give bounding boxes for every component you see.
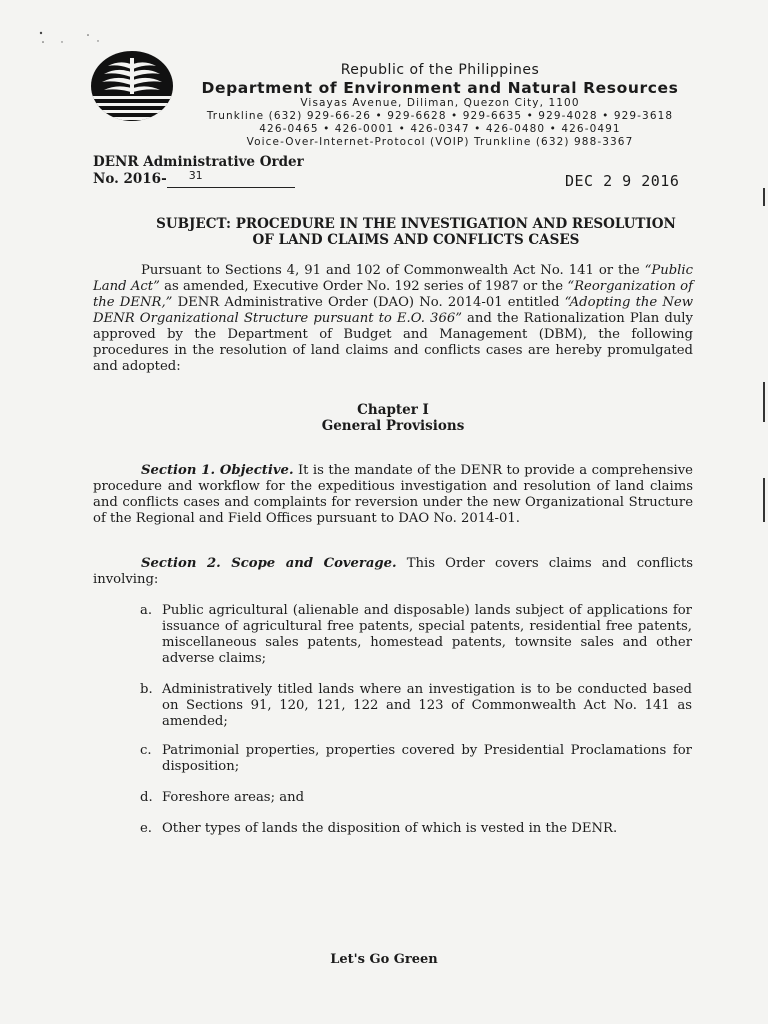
list-item-marker: e. (140, 821, 152, 836)
section-1-body: It is the mandate of the DENR to provide a comprehensive procedure and workflow for the expeditious investigation and resolution of land claims and conflicts cases and complaints for reversion under the new Organizational Structure of the Regional and Field Offices pursuant to DAO No. 2014-01. (93, 463, 693, 526)
list-item (140, 682, 692, 730)
voip-line: Voice-Over-Internet-Protocol (VOIP) Trunkline (632) 988-3367 (246, 136, 634, 148)
list-item-marker: d. (140, 790, 153, 805)
scan-edge-mark (763, 478, 765, 522)
public-land-act-ref: “Public Land Act” (93, 263, 693, 294)
section-1-heading: Section 1. Objective. (141, 463, 294, 478)
section-1 (93, 463, 693, 527)
date-stamp: DEC 2 9 2016 (565, 172, 680, 190)
department-name: Department of Environment and Natural Resources (201, 79, 679, 97)
order-number-prefix: No. 2016- (93, 171, 167, 187)
list-item-marker: c. (140, 743, 152, 758)
list-item (140, 821, 692, 837)
chapter-heading (93, 402, 693, 434)
subject-line-1: SUBJECT: PROCEDURE IN THE INVESTIGATION AND RESOLUTION (156, 216, 676, 232)
order-number-field (167, 169, 295, 188)
list-item-text: Public agricultural (alienable and disposable) lands subject of applications for issuance of agricultural free patents, special patents, residential free patents, miscellaneous sales patents, homestead patents, townsite sales and other adverse claims; (162, 603, 692, 666)
footer-slogan: Let's Go Green (330, 952, 438, 967)
section-2 (93, 556, 693, 588)
list-item-marker: b. (140, 682, 153, 697)
preamble-text: DENR Administrative Order (DAO) No. 2014-01 entitled (172, 295, 565, 310)
preamble-text: as amended, Executive Order No. 192 series of 1987 or the (159, 279, 568, 294)
preamble-text: and the Rationalization Plan duly approved by the Department of Budget and Management (DBM), the following procedures in the resolution of land claims and conflicts cases are hereby promulgated and adopted: (93, 311, 693, 374)
scan-edge-mark (763, 188, 765, 206)
list-item (140, 743, 692, 775)
list-item-text: Foreshore areas; and (162, 790, 305, 805)
order-title: DENR Administrative Order (93, 154, 304, 170)
address-line: Visayas Avenue, Diliman, Quezon City, 1100 (300, 97, 580, 109)
chapter-title: General Provisions (321, 418, 465, 434)
chapter-number: Chapter I (357, 402, 429, 418)
list-item (140, 603, 692, 667)
order-label-block (93, 154, 304, 188)
preamble-text: Pursuant to Sections 4, 91 and 102 of Commonwealth Act No. 141 or the (141, 263, 645, 278)
section-2-body: This Order covers claims and conflicts involving: (93, 556, 693, 587)
scan-edge-mark (763, 382, 765, 422)
list-item-text: Patrimonial properties, properties covered by Presidential Proclamations for disposition; (162, 743, 692, 774)
list-item-text: Administratively titled lands where an investigation is to be conducted based on Sections 91, 120, 121, 122 and 123 of Commonwealth Act No. 141 as amended; (162, 682, 692, 729)
republic-line: Republic of the Philippines (340, 62, 540, 78)
list-item (140, 790, 692, 806)
agency-header (180, 62, 700, 149)
preamble-paragraph (93, 263, 693, 375)
subject-heading (140, 216, 692, 248)
list-item-text: Other types of lands the disposition of which is vested in the DENR. (162, 821, 618, 836)
order-number-value: 31 (188, 169, 203, 182)
subject-line-2: OF LAND CLAIMS AND CONFLICTS CASES (252, 232, 580, 248)
dao-title-ref: “Adopting the New DENR Organizational Structure pursuant to E.O. 366” (93, 295, 693, 326)
section-2-heading: Section 2. Scope and Coverage. (141, 556, 397, 571)
denr-seal-icon (90, 50, 174, 122)
order-number (93, 171, 304, 188)
trunkline-line-2: 426-0465 • 426-0001 • 426-0347 • 426-0480 • 426-0491 (259, 123, 621, 135)
trunkline-line-1: Trunkline (632) 929-66-26 • 929-6628 • 929-6635 • 929-4028 • 929-3618 (206, 110, 674, 122)
reorganization-ref: “Reorganization of the DENR,” (93, 279, 693, 310)
list-item-marker: a. (140, 603, 153, 618)
